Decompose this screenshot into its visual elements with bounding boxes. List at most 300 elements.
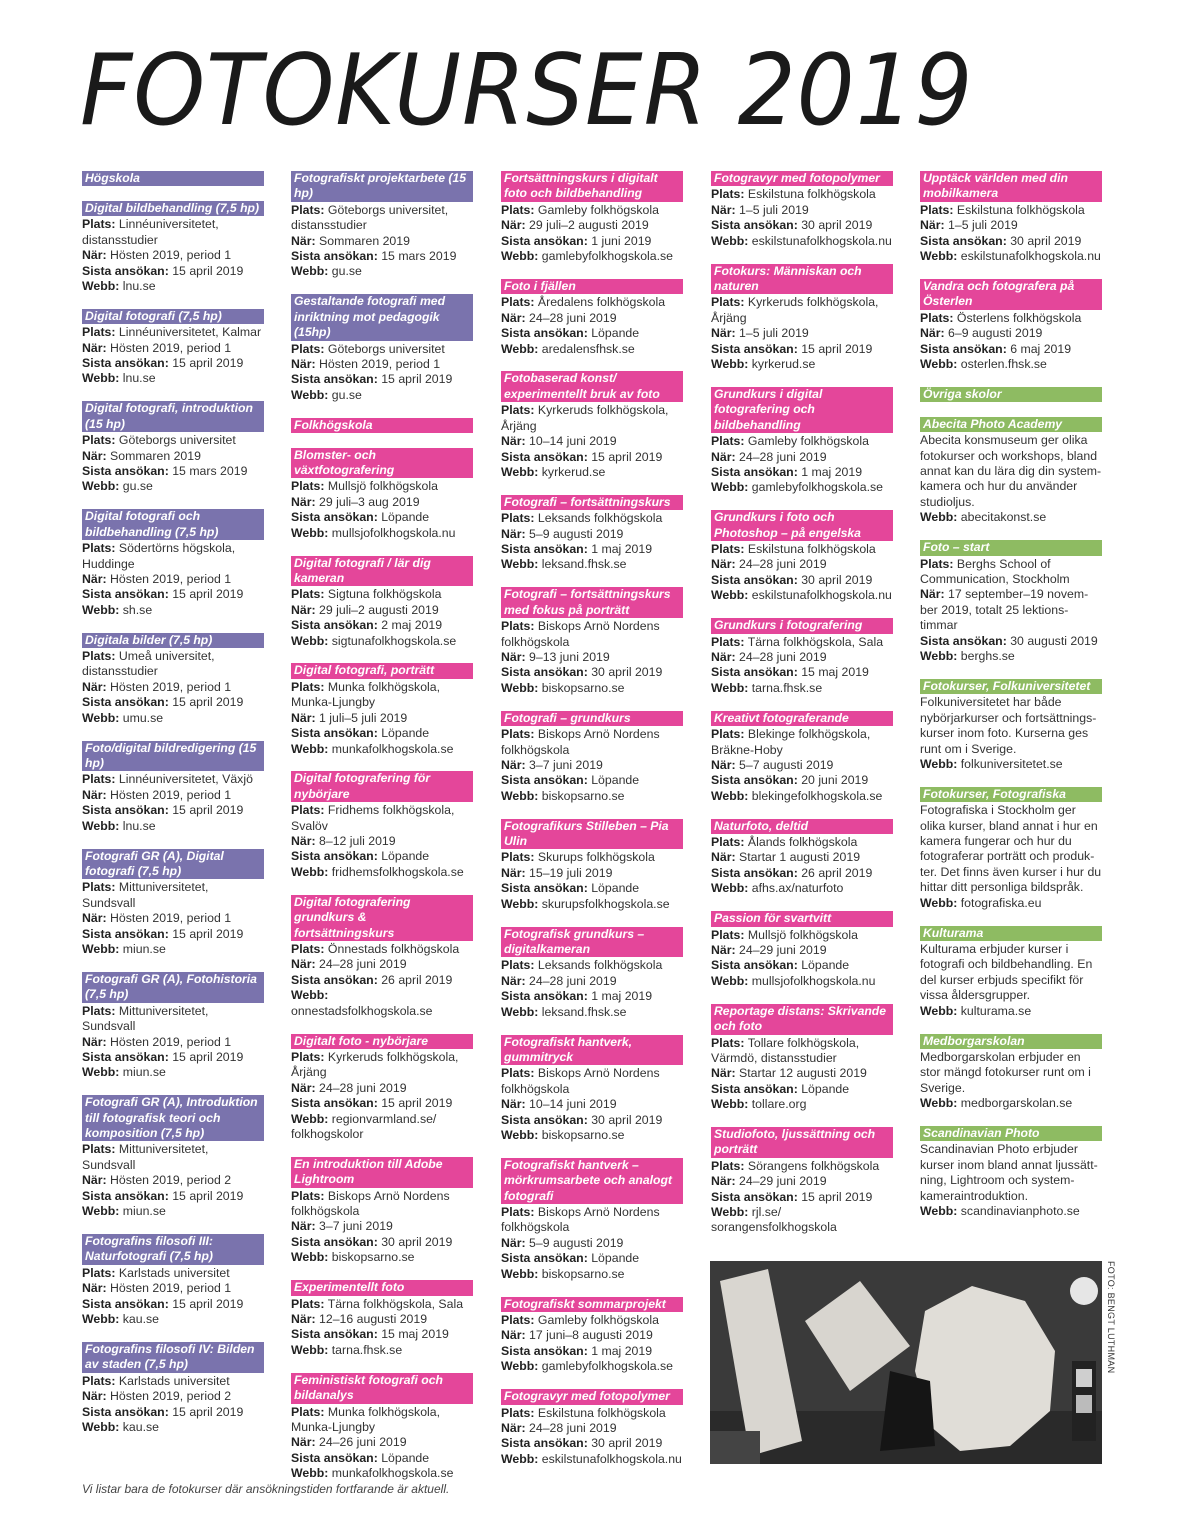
course-entry [711, 911, 893, 989]
field-sista [501, 1344, 683, 1359]
field-label: Webb: [291, 525, 329, 540]
course-title [82, 741, 264, 772]
field-label: Webb: [291, 1342, 329, 1357]
field-value: Munka folkhögskola, Munka-Ljungby [291, 679, 441, 710]
field-value: Sommaren 2019 [110, 448, 201, 463]
field-value: sh.se [122, 602, 153, 617]
field-label: När: [291, 957, 316, 972]
course-entry [711, 264, 893, 373]
field-label: Sista ansökan: [501, 1112, 588, 1127]
field-value: sigtunafolkhogskola.se [331, 633, 457, 648]
field-value: 15 mars 2019 [381, 249, 457, 264]
field-webb [291, 1466, 473, 1481]
field-sista [82, 587, 264, 602]
field-sista [711, 665, 893, 680]
course-title [291, 771, 473, 802]
field-label: Plats: [501, 850, 535, 865]
field-plats [711, 542, 893, 557]
course-entry [291, 771, 473, 880]
field-value: tollare.org [751, 1097, 807, 1112]
course-title-text [291, 448, 473, 479]
course-title [501, 587, 683, 618]
field-value: 9–13 juni 2019 [529, 649, 610, 664]
field-label: Webb: [82, 941, 120, 956]
field-value: 15 april 2019 [801, 1189, 873, 1204]
field-label: Sista ansökan: [501, 1436, 588, 1451]
field-value: eskilstunafolkhogskola.nu [751, 233, 892, 248]
field-value: kulturama.se [960, 1003, 1032, 1018]
course-entry [82, 509, 264, 618]
field-label: Plats: [501, 1066, 535, 1081]
field-sista [501, 1251, 683, 1266]
field-value: Karlstads universitet [118, 1373, 230, 1388]
field-label: När: [711, 449, 736, 464]
course-entry [920, 171, 1102, 264]
course-title [291, 1373, 473, 1404]
course-title-text [82, 401, 264, 432]
field-value: 24–28 juni 2019 [529, 1420, 617, 1435]
field-value: Hösten 2019, period 1 [110, 1281, 232, 1296]
field-plats [82, 1142, 264, 1173]
field-webb [920, 649, 1102, 664]
field-label: Sista ansökan: [501, 449, 588, 464]
field-value: munkafolkhogskola.se [331, 1466, 454, 1481]
course-title [920, 279, 1102, 310]
field-value: 30 april 2019 [591, 665, 663, 680]
field-plats [501, 1066, 683, 1097]
school-entry [920, 1126, 1102, 1219]
field-value: kyrkerud.se [541, 464, 606, 479]
field-sista [501, 450, 683, 465]
course-title [501, 371, 683, 402]
column-5 [920, 171, 1102, 1234]
field-value: Fridhems folkhögskola, Svalöv [291, 803, 455, 833]
field-nar [291, 1081, 473, 1096]
field-nar [920, 587, 1102, 633]
field-label: När: [501, 218, 526, 233]
field-plats [501, 619, 683, 650]
field-label: När: [711, 557, 736, 572]
field-value: 10–14 juni 2019 [529, 1097, 617, 1112]
course-title-sub: (7,5 hp) [171, 524, 219, 539]
field-label: Sista ansökan: [920, 341, 1007, 356]
field-value: 29 juli–2 augusti 2019 [529, 218, 649, 233]
course-title [291, 448, 473, 479]
field-webb [291, 1343, 473, 1358]
course-title [501, 819, 683, 850]
field-label: Plats: [501, 403, 535, 418]
field-label: När: [711, 942, 736, 957]
field-value: biskopsarno.se [541, 1127, 625, 1142]
course-title-main: Upptäck världen med din mobilkamera [923, 171, 1068, 201]
course-title-sub: (15 hp) [294, 171, 467, 201]
field-sista [291, 372, 473, 387]
field-plats [711, 187, 893, 202]
school-description: Folkuniversitetet har både nybörjarkurser och fortsättnings-kurser inom foto. Kurserna ges runt om i Sverige. [920, 695, 1097, 756]
field-value: 24–28 juni 2019 [319, 1080, 407, 1095]
course-title [711, 911, 893, 926]
field-nar [82, 248, 264, 263]
field-label: När: [501, 526, 526, 541]
field-nar [291, 357, 473, 372]
field-value: Berghs School of Communication, Stockholm [920, 556, 1070, 586]
course-entry [920, 279, 1102, 372]
field-label: Webb: [711, 788, 749, 803]
course-title [711, 1127, 893, 1158]
field-label: Plats: [920, 310, 954, 325]
field-nar [291, 603, 473, 618]
field-plats [501, 203, 683, 218]
field-value: Göteborgs universitet [118, 433, 236, 448]
course-title-main: Fotografikurs Stilleben – Pia Ulin [504, 818, 669, 849]
course-title-text [920, 787, 1102, 802]
field-value: Löpande [591, 326, 640, 341]
field-value: 2 maj 2019 [381, 618, 443, 633]
course-entry [82, 201, 264, 294]
field-sista [291, 618, 473, 633]
field-label: När: [501, 1097, 526, 1112]
field-label: Plats: [711, 634, 745, 649]
field-webb [291, 988, 473, 1019]
field-value: 17 september–19 novem-ber 2019, totalt 25 lektions-timmar [920, 587, 1089, 633]
field-nar [291, 1312, 473, 1327]
field-nar [501, 1236, 683, 1251]
field-webb [920, 1096, 1102, 1111]
course-title-main: Fotografiskt projektarbete [294, 171, 446, 185]
field-label: Webb: [501, 1004, 539, 1019]
course-title-main: Digital fotografi och bildbehandling [85, 509, 201, 539]
course-entry [291, 1157, 473, 1266]
field-label: När: [291, 494, 316, 509]
course-title-text [82, 509, 264, 540]
field-value: Eskilstuna folkhögskola [747, 542, 876, 557]
field-label: Webb: [920, 756, 958, 771]
field-nar [291, 234, 473, 249]
course-title-text [291, 171, 473, 202]
field-sista [711, 573, 893, 588]
field-sista [82, 264, 264, 279]
field-nar [501, 650, 683, 665]
course-title [291, 1157, 473, 1188]
field-value: 15 april 2019 [172, 1296, 244, 1311]
field-plats [920, 557, 1102, 588]
course-title-main: Fotografi GR (A), Fotohistoria [85, 971, 257, 986]
field-value: Linnéuniversitetet, Växjö [118, 772, 253, 787]
field-value: 24–28 juni 2019 [739, 649, 827, 664]
course-title-main: Fotografiskt hantverk – mörkrumsarbete och analogt fotografi [504, 1157, 672, 1203]
course-title-text [711, 510, 893, 541]
course-title-main: Fotografiskt sommarprojekt [504, 1296, 666, 1311]
course-title-main: Grundkurs i fotografering [714, 618, 863, 633]
course-title-main: Foto/digital bildredigering [85, 740, 236, 755]
field-webb [711, 480, 893, 495]
field-label: Webb: [920, 356, 958, 371]
course-entry [82, 972, 264, 1081]
course-title-text [501, 711, 683, 726]
course-title-text [291, 1280, 473, 1295]
field-webb [920, 896, 1102, 911]
field-label: Plats: [501, 619, 535, 634]
field-label: Plats: [82, 217, 116, 232]
field-value: biskopsarno.se [541, 788, 625, 803]
field-value: 1 maj 2019 [801, 464, 863, 479]
softbox-photo [710, 1261, 1102, 1464]
field-label: Webb: [82, 710, 120, 725]
field-label: Sista ansökan: [711, 341, 798, 356]
field-value: Löpande [591, 881, 640, 896]
course-title-text [920, 1034, 1102, 1049]
field-sista [291, 1451, 473, 1466]
course-title-text [501, 371, 683, 402]
field-label: Sista ansökan: [82, 1404, 169, 1419]
field-label: Webb: [501, 557, 539, 572]
field-label: Plats: [82, 325, 116, 340]
field-label: Plats: [711, 295, 745, 310]
field-sista [82, 695, 264, 710]
course-title-main: Fotokurs: Människan och naturen [714, 263, 862, 293]
field-label: När: [291, 1312, 316, 1326]
field-label: Plats: [291, 479, 325, 494]
field-plats [82, 772, 264, 787]
field-label: Plats: [82, 541, 116, 556]
course-title [920, 540, 1102, 555]
field-sista [501, 773, 683, 788]
field-plats [291, 942, 473, 957]
field-value: Gamleby folkhögskola [537, 202, 659, 217]
course-entry [82, 1095, 264, 1219]
field-label: Webb: [82, 1419, 120, 1434]
field-value: Leksands folkhögskola [537, 958, 663, 973]
field-value: 26 april 2019 [381, 972, 453, 987]
field-sista [711, 773, 893, 788]
field-label: När: [82, 1281, 107, 1296]
field-webb [501, 1267, 683, 1282]
field-label: Sista ansökan: [291, 372, 378, 387]
field-label: Webb: [291, 988, 329, 1003]
course-title-text [82, 1095, 264, 1141]
field-label: Webb: [291, 864, 329, 879]
field-value: 15 april 2019 [172, 1049, 244, 1064]
course-title-sub: - nybörjare [361, 1033, 429, 1048]
field-label: Webb: [82, 1204, 120, 1219]
field-label: Sista ansökan: [82, 587, 169, 602]
course-title [82, 972, 264, 1003]
course-title-main: Digital fotografering [294, 771, 411, 786]
field-value: 15 april 2019 [801, 341, 873, 356]
field-nar [711, 650, 893, 665]
course-title [501, 279, 683, 294]
section-header [291, 418, 473, 433]
field-nar [82, 788, 264, 803]
field-nar [82, 341, 264, 356]
field-value: 15 maj 2019 [801, 665, 869, 680]
course-title [291, 294, 473, 340]
course-title-sub: (7,5 hp) [175, 308, 222, 323]
field-value: Leksands folkhögskola [537, 511, 663, 526]
field-plats [501, 1406, 683, 1421]
course-title-text [920, 1126, 1102, 1141]
field-webb [711, 1205, 893, 1236]
field-value: 1 maj 2019 [591, 1343, 653, 1358]
course-title [501, 495, 683, 510]
field-value: 1–5 juli 2019 [739, 202, 809, 217]
field-webb [920, 1204, 1102, 1219]
course-title-text [82, 309, 264, 324]
field-value: Biskops Arnö Nordens folkhögskola [501, 727, 660, 757]
field-value: Löpande [381, 849, 430, 864]
field-value: aredalensfhsk.se [541, 341, 635, 356]
school-entry [920, 1034, 1102, 1112]
field-label: Webb: [711, 881, 749, 896]
field-plats [291, 203, 473, 234]
course-title-text [711, 711, 893, 726]
field-nar [291, 834, 473, 849]
field-sista [920, 234, 1102, 249]
course-title-main: Fotografi [504, 587, 557, 602]
field-label: Sista ansökan: [82, 263, 169, 278]
field-label: Webb: [501, 896, 539, 911]
photo-credit: FOTO: BENGT LUTHMAN [1106, 1261, 1116, 1374]
field-value: gamlebyfolkhogskola.se [541, 1359, 674, 1374]
course-title-text [82, 633, 264, 648]
field-label: Sista ansökan: [291, 1450, 378, 1465]
field-label: Sista ansökan: [920, 633, 1007, 648]
course-title-text [501, 1297, 683, 1312]
course-entry [291, 663, 473, 756]
field-value: 30 april 2019 [801, 572, 873, 587]
course-title-main: Digital fotografi, introduktion [85, 401, 253, 416]
field-value: 30 april 2019 [591, 1436, 663, 1451]
field-value: leksand.fhsk.se [541, 557, 627, 572]
field-label: När: [711, 850, 736, 865]
field-value: 24–28 juni 2019 [529, 973, 617, 988]
field-nar [711, 450, 893, 465]
field-value: Sörangens folkhögskola [747, 1158, 880, 1173]
field-label: När: [82, 1034, 107, 1049]
field-value: gu.se [331, 264, 362, 279]
field-label: När: [291, 356, 316, 371]
field-value: tarna.fhsk.se [751, 680, 823, 695]
column-3 [501, 171, 683, 1482]
field-label: Sista ansökan: [711, 665, 798, 680]
field-webb [711, 357, 893, 372]
field-sista [501, 1113, 683, 1128]
field-sista [711, 866, 893, 881]
course-title-main: Digitalt foto [294, 1033, 362, 1048]
course-title-main: Fotogravyr med fotopolymer [714, 171, 880, 185]
field-nar [501, 1421, 683, 1436]
field-value: Gamleby folkhögskola [747, 434, 869, 449]
course-title-text [711, 819, 893, 834]
field-value: mullsjofolkhogskola.nu [751, 973, 876, 988]
field-label: Plats: [291, 587, 325, 602]
field-label: Plats: [501, 958, 535, 973]
field-label: När: [711, 649, 736, 664]
course-title-main: Abecita Photo Academy [923, 416, 1063, 431]
field-label: Sista ansökan: [711, 464, 798, 479]
course-title-sub: (15 hp) [85, 416, 125, 431]
course-title-text [711, 618, 893, 633]
course-title [711, 387, 893, 433]
field-sista [501, 665, 683, 680]
field-label: Sista ansökan: [82, 1049, 169, 1064]
field-value: Göteborgs universitet [327, 341, 445, 356]
field-plats [501, 511, 683, 526]
field-label: Sista ansökan: [291, 249, 378, 264]
field-label: Sista ansökan: [711, 865, 798, 880]
field-label: Webb: [291, 1466, 329, 1481]
field-value: 5–9 augusti 2019 [529, 1235, 624, 1250]
field-webb [711, 588, 893, 603]
course-title-main: Fotokurser, Folkuniversitetet [923, 678, 1091, 693]
course-title [711, 618, 893, 633]
field-label: När: [82, 679, 107, 694]
field-nar [501, 866, 683, 881]
field-label: Plats: [291, 1404, 325, 1419]
field-label: Webb: [920, 648, 958, 663]
course-title-main: Vandra och fotografera på Österlen [923, 278, 1075, 309]
course-title-main: Digital fotografi, porträtt [294, 663, 435, 678]
field-sista [501, 326, 683, 341]
course-title [501, 1389, 683, 1404]
field-value: 15 april 2019 [172, 695, 244, 710]
field-label: Webb: [291, 1250, 329, 1265]
field-label: När: [82, 248, 107, 263]
course-title-sub: – grundkurs [556, 710, 631, 725]
field-label: Webb: [82, 818, 120, 833]
field-label: Webb: [711, 233, 749, 248]
course-title [501, 711, 683, 726]
course-title-sub: (15 hp) [85, 740, 257, 770]
field-label: Sista ansökan: [711, 773, 798, 788]
field-value: medborgarskolan.se [960, 1096, 1073, 1111]
field-label: Plats: [711, 542, 745, 557]
field-value: 5–9 augusti 2019 [529, 526, 624, 541]
field-value: 29 juli–2 augusti 2019 [319, 602, 439, 617]
field-label: Webb: [501, 1266, 539, 1281]
field-value: 24–29 juni 2019 [739, 1174, 827, 1189]
field-value: Mittuniversitetet, Sundsvall [82, 1003, 209, 1034]
field-label: Plats: [711, 1035, 745, 1050]
field-nar [291, 1435, 473, 1450]
field-label: Webb: [82, 1065, 120, 1080]
field-value: miun.se [122, 1065, 166, 1080]
field-plats [501, 295, 683, 310]
field-label: Webb: [920, 510, 958, 525]
field-nar [501, 527, 683, 542]
field-label: När: [82, 911, 107, 926]
course-title-main: Foto [923, 540, 950, 555]
course-title-main: Fotografi GR (A), Introduktion till fotografisk teori och komposition [85, 1095, 258, 1141]
course-entry [291, 171, 473, 280]
field-value: Hösten 2019, period 1 [110, 340, 232, 355]
course-entry [82, 1234, 264, 1327]
field-plats [82, 325, 264, 340]
school-description: Fotografiska i Stockholm ger olika kurser, bland annat i hur en kamera fungerar och hur du fotograferar porträtt och produk-ter. Det finns även kurser i hur du hittar ditt personliga bildspråk. [920, 803, 1102, 895]
field-webb [82, 371, 264, 386]
field-label: Webb: [920, 1204, 958, 1219]
field-webb [501, 1359, 683, 1374]
course-title-text [82, 201, 264, 216]
course-entry [711, 387, 893, 496]
field-label: Sista ansökan: [291, 618, 378, 633]
field-label: När: [711, 326, 736, 341]
field-label: När: [82, 787, 107, 802]
course-title-text [82, 849, 264, 880]
field-label: Plats: [501, 511, 535, 526]
field-webb [291, 1112, 473, 1143]
field-label: Webb: [291, 633, 329, 648]
